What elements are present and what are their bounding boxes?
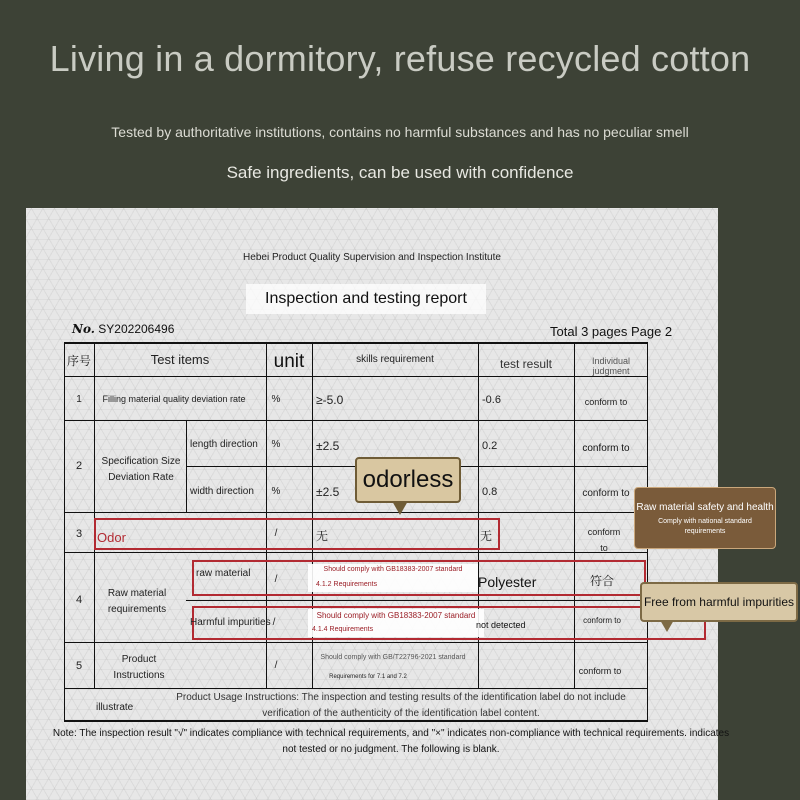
row1-item: Filling material quality deviation rate	[102, 394, 246, 404]
free-from-impurities-callout: Free from harmful impurities	[640, 582, 798, 622]
row4-requirement-harmful-detail: 4.1.4 Requirements	[312, 626, 374, 633]
row3-requirement: 无	[316, 529, 329, 543]
row1-judgment: conform to	[584, 397, 628, 407]
subtitle-safe: Safe ingredients, can be used with confidence	[226, 163, 574, 182]
table-line	[64, 376, 648, 377]
row4-requirement-harmful: Should comply with GB18383-2007 standard	[316, 611, 476, 620]
row4-unit-harmful: /	[272, 617, 276, 628]
report-note: Note: The inspection result "√" indicates compliance with technical requirements, and "×" indicates non-compliance with technical requirements. indicates not tested or no judgment. The following is blank.	[52, 728, 730, 755]
table-col-line	[186, 420, 187, 512]
row1-unit: %	[271, 394, 281, 405]
usage-instructions: Product Usage Instructions: The inspection and testing results of the identification label do not include verification of the authenticity of the identification label content.	[176, 692, 626, 719]
header-seq: 序号	[66, 354, 91, 368]
row5-judgment: conform to	[578, 666, 622, 676]
row4-sub-harmful: Harmful impurities	[190, 617, 271, 628]
header-test-items: Test items	[150, 352, 210, 367]
row2-unit-length: %	[271, 439, 281, 450]
subtitle-claim: Tested by authoritative institutions, contains no harmful substances and has no peculiar smell	[111, 124, 689, 140]
row2-judgment-width: conform to	[582, 488, 630, 499]
row5-seq: 5	[75, 660, 83, 672]
table-line	[64, 642, 648, 643]
table-line	[64, 552, 648, 553]
odorless-callout-pointer	[392, 501, 408, 515]
row2-requirement-width: ±2.5	[316, 485, 340, 499]
row2-item: Specification Size Deviation Rate	[101, 456, 181, 483]
row3-seq: 3	[75, 528, 83, 540]
row2-seq: 2	[75, 460, 83, 472]
header-judgment: Individual judgment	[591, 356, 631, 376]
institute-name: Hebei Product Quality Supervision and Inspection Institute	[243, 252, 501, 263]
row3-result: 无	[480, 529, 493, 543]
number-value: SY202206496	[98, 322, 175, 336]
table-line	[186, 600, 648, 601]
raw-safety-subtitle: Comply with national standard requirements	[658, 518, 752, 535]
row2-requirement-length: ±2.5	[316, 439, 340, 453]
row4-judgment-harmful: conform to	[583, 616, 621, 625]
row2-sub-width: width direction	[190, 486, 254, 497]
raw-safety-title: Raw material safety and health	[636, 502, 774, 513]
header-test-result: test result	[499, 357, 553, 371]
row2-judgment-length: conform to	[582, 443, 630, 454]
illustrate-label: illustrate	[96, 702, 134, 713]
row1-result: -0.6	[482, 394, 501, 406]
row4-seq: 4	[75, 594, 83, 606]
row2-sub-length: length direction	[190, 439, 258, 450]
row4-item: Raw material requirements	[107, 588, 167, 615]
row5-unit: /	[274, 660, 278, 671]
row5-item: Product Instructions	[113, 654, 165, 681]
report-number	[72, 322, 174, 336]
row2-result-width: 0.8	[482, 486, 498, 498]
odor-highlight-box	[94, 518, 500, 550]
row4-requirement-raw-detail: 4.1.2 Requirements	[316, 581, 378, 588]
row1-requirement: ≥-5.0	[316, 393, 344, 407]
row4-result-raw: Polyester	[478, 574, 537, 590]
row5-requirement: Should comply with GB/T22796-2021 standard	[320, 654, 466, 661]
header-unit: unit	[273, 351, 305, 372]
row4-judgment-raw: 符合	[589, 574, 614, 588]
odorless-callout: odorless	[355, 457, 461, 503]
row3-item: Odor	[97, 530, 126, 545]
row5-requirement-detail: Requirements for 7.1 and 7.2	[329, 674, 407, 680]
free-callout-pointer	[660, 620, 674, 632]
table-border-top	[64, 342, 648, 344]
header-requirement: skills requirement	[356, 354, 434, 365]
table-line	[64, 420, 648, 421]
row3-unit: /	[274, 528, 278, 539]
row1-seq: 1	[76, 394, 82, 405]
table-line	[64, 512, 648, 513]
row4-requirement-raw: Should comply with GB18383-2007 standard	[323, 566, 463, 573]
row4-unit-raw: /	[274, 574, 278, 585]
number-label: No.	[72, 322, 95, 336]
headline: Living in a dormitory, refuse recycled cotton	[49, 38, 751, 79]
page-count: Total 3 pages Page 2	[550, 324, 673, 339]
row4-sub-raw: raw material	[196, 568, 251, 579]
raw-material-safety-callout	[634, 487, 776, 549]
table-line	[64, 688, 648, 689]
row2-unit-width: %	[271, 486, 281, 497]
row4-result-harmful: not detected	[476, 620, 526, 630]
row3-judgment: conform to	[587, 527, 621, 553]
row2-result-length: 0.2	[482, 440, 498, 452]
report-title: Inspection and testing report	[246, 284, 486, 314]
